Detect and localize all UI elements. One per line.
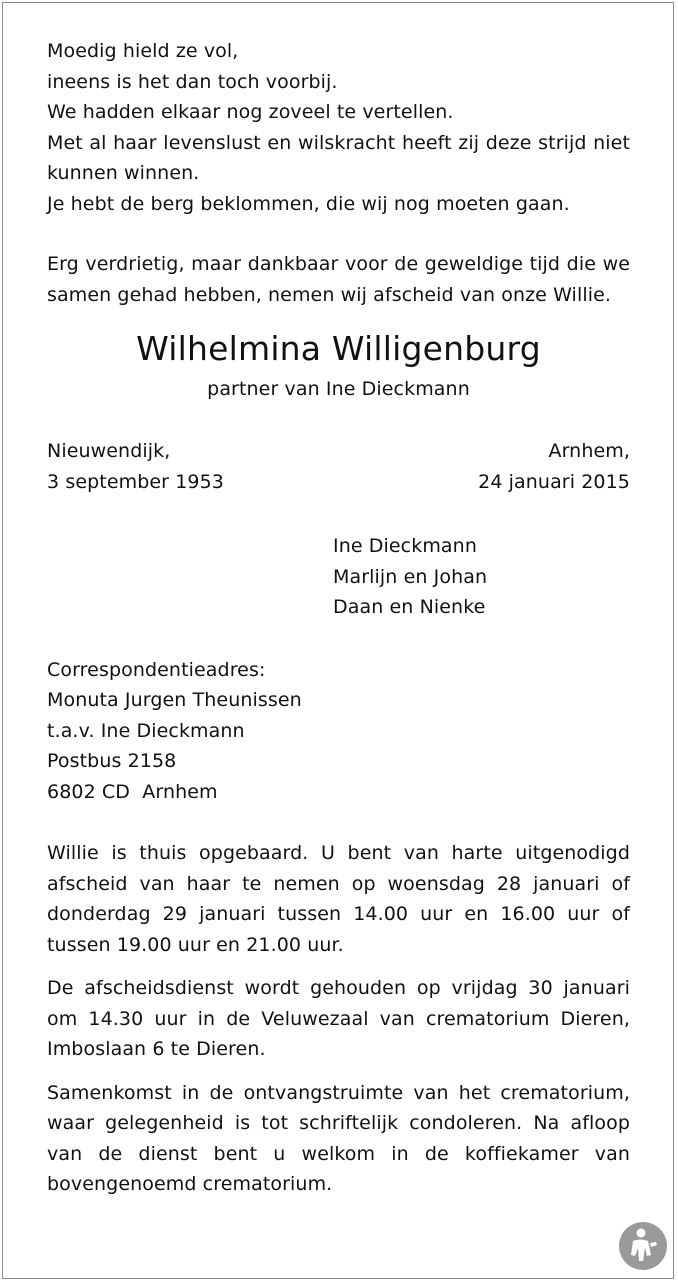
family-member: Marlijn en Johan xyxy=(333,565,488,588)
gathering-text: Samenkomst in de ontvangstruimte van het crematorium, waar gelegenheid is tot schriftelijk condoleren. Na afloop van de dienst bent u welkom in de koffiekamer van bovengenoemd crematorium. xyxy=(47,1081,630,1195)
correspondence-address xyxy=(47,655,630,808)
family-list xyxy=(47,531,630,623)
address-line: 6802 CD Arnhem xyxy=(47,780,218,803)
poem-line: Met al haar levenslust en wilskracht heeft zij deze strijd niet kunnen winnen. xyxy=(47,131,630,184)
address-line: Monuta Jurgen Theunissen xyxy=(47,689,302,711)
service-text: De afscheidsdienst wordt gehouden op vrijdag 30 januari om 14.30 uur in de Veluwezaal van crematorium Dieren, Imboslaan 6 te Dieren. xyxy=(47,977,630,1060)
poem-line: Je hebt de berg beklommen, die wij nog moeten gaan. xyxy=(47,192,570,215)
obituary-notice xyxy=(47,36,630,1200)
death-place: Arnhem, xyxy=(548,440,630,462)
birth-place: Nieuwendijk, xyxy=(47,440,171,462)
partner-line: partner van Ine Dieckmann xyxy=(207,378,470,400)
viewing-text: Willie is thuis opgebaard. U bent van harte uitgenodigd afscheid van haar te nemen op woensdag 28 januari of donderdag 29 januari tussen 14.00 uur en 16.00 uur of tussen 19.00 uur en 21.00 uur. xyxy=(47,842,630,956)
death-info xyxy=(478,436,630,497)
poem-line: Moedig hield ze vol, xyxy=(47,40,239,62)
death-date: 24 januari 2015 xyxy=(478,470,630,493)
birth-info xyxy=(47,436,224,497)
family-member: Ine Dieckmann xyxy=(333,535,477,557)
intro-text: Erg verdrietig, maar dankbaar voor de geweldige tijd die we samen gehad hebben, nemen wij afscheid van onze Willie. xyxy=(47,253,630,306)
life-dates xyxy=(47,436,630,497)
address-line: Postbus 2158 xyxy=(47,750,177,772)
poem-line: We hadden elkaar nog zoveel te vertellen. xyxy=(47,101,454,123)
poem xyxy=(47,36,630,219)
poem-line: ineens is het dan toch voorbij. xyxy=(47,70,338,93)
address-line: Correspondentieadres: xyxy=(47,658,266,681)
birth-date: 3 september 1953 xyxy=(47,470,224,493)
family-member: Daan en Nienke xyxy=(333,596,486,618)
address-line: t.a.v. Ine Dieckmann xyxy=(47,719,245,742)
deceased-name: Wilhelmina Willigenburg xyxy=(136,329,541,368)
memorial-figure-icon xyxy=(618,1221,668,1271)
